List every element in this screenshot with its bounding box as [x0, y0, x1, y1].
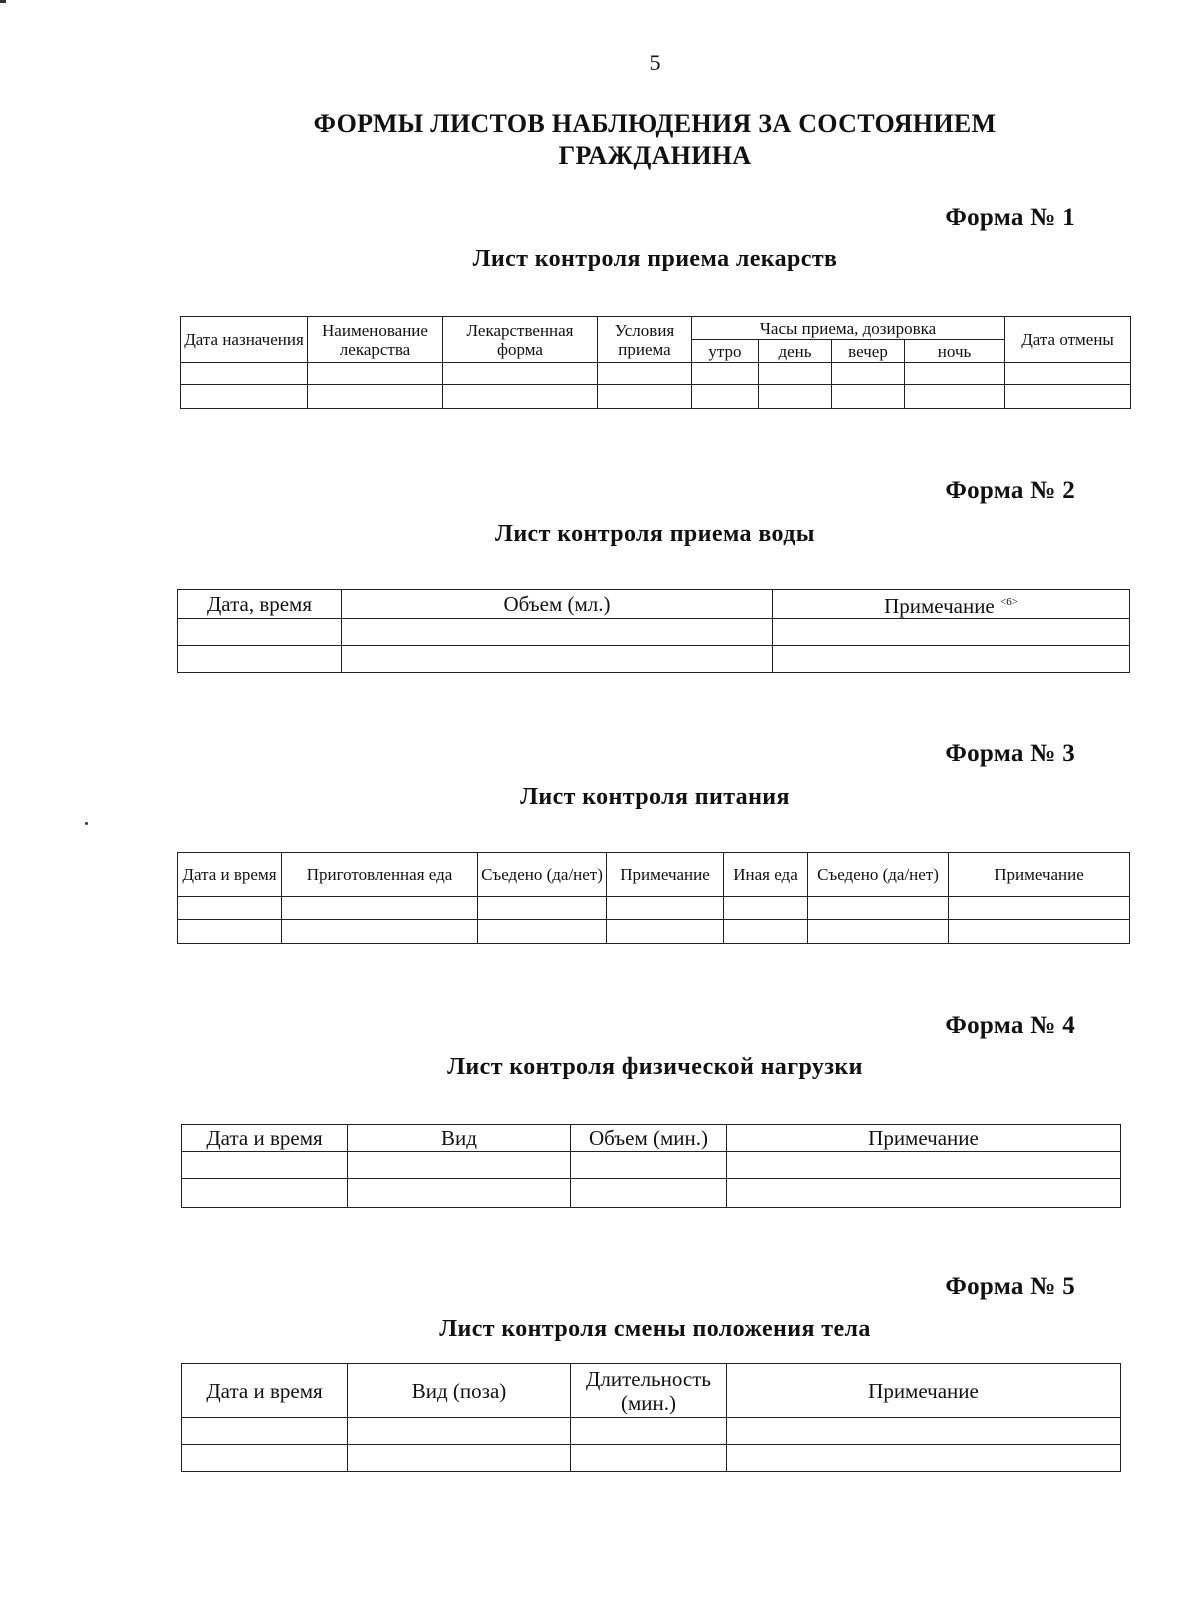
header-day: день [759, 340, 832, 363]
table-cell [905, 363, 1005, 385]
header-kind: Вид [348, 1125, 571, 1152]
header-note: Примечание [727, 1364, 1121, 1418]
header-other-food: Иная еда [724, 853, 808, 897]
header-note-other: Примечание [949, 853, 1130, 897]
table-cell [773, 619, 1130, 646]
header-kind: Вид (поза) [348, 1364, 571, 1418]
form-4-label: Форма № 4 [945, 1012, 1075, 1039]
table-cell [571, 1418, 727, 1445]
table-cell [182, 1445, 348, 1472]
table-cell [759, 363, 832, 385]
table-cell [308, 363, 443, 385]
table-row [178, 619, 1130, 646]
table-cell [727, 1179, 1121, 1208]
table-cell [727, 1445, 1121, 1472]
table-cell [348, 1445, 571, 1472]
table-cell [727, 1152, 1121, 1179]
table-cell [571, 1445, 727, 1472]
table-cell [607, 920, 724, 944]
form-4-title: Лист контроля физической нагрузки [447, 1054, 863, 1080]
page-number: 5 [649, 50, 661, 75]
table-cell [182, 1418, 348, 1445]
header-note: Примечание [607, 853, 724, 897]
form-3-label: Форма № 3 [945, 740, 1075, 767]
form-5-table [181, 1363, 1121, 1472]
table-cell [348, 1418, 571, 1445]
header-datetime: Дата и время [178, 853, 282, 897]
form-3-title: Лист контроля питания [520, 784, 790, 810]
document-title-line2: ГРАЖДАНИНА [558, 141, 752, 170]
table-cell [808, 920, 949, 944]
table-cell [1005, 363, 1131, 385]
table-cell [308, 385, 443, 409]
table-cell [724, 897, 808, 920]
table-cell [598, 385, 692, 409]
table-cell [478, 897, 607, 920]
table-header-row [182, 1364, 1121, 1418]
header-datetime: Дата и время [182, 1364, 348, 1418]
table-cell [571, 1179, 727, 1208]
table-cell [905, 385, 1005, 409]
table-cell [832, 385, 905, 409]
scan-corner-mark [0, 0, 6, 3]
table-header-row [178, 853, 1130, 897]
footnote-ref: <6> [1000, 596, 1018, 608]
table-cell [182, 1179, 348, 1208]
table-row [178, 897, 1130, 920]
header-drug-form: Лекарственная форма [443, 317, 598, 363]
table-cell [598, 363, 692, 385]
form-5-title: Лист контроля смены положения тела [439, 1316, 871, 1342]
table-row [182, 1179, 1121, 1208]
table-cell [724, 920, 808, 944]
header-duration: Длительность (мин.) [571, 1364, 727, 1418]
table-cell [282, 897, 478, 920]
table-cell [178, 897, 282, 920]
table-cell [773, 646, 1130, 673]
header-evening: вечер [832, 340, 905, 363]
table-cell [808, 897, 949, 920]
header-cooked-food: Приготовленная еда [282, 853, 478, 897]
table-cell [443, 363, 598, 385]
table-header-row [178, 590, 1130, 619]
table-row [182, 1445, 1121, 1472]
header-volume: Объем (мин.) [571, 1125, 727, 1152]
table-cell [571, 1152, 727, 1179]
table-row [182, 1152, 1121, 1179]
table-cell [348, 1152, 571, 1179]
table-cell [178, 646, 342, 673]
table-row [182, 1418, 1121, 1445]
table-cell [182, 1152, 348, 1179]
table-cell [443, 385, 598, 409]
table-header-row [182, 1125, 1121, 1152]
header-date-assigned: Дата назначения [181, 317, 308, 363]
table-row [178, 646, 1130, 673]
table-cell [692, 363, 759, 385]
document-title-line1: ФОРМЫ ЛИСТОВ НАБЛЮДЕНИЯ ЗА СОСТОЯНИЕМ [313, 109, 997, 138]
header-eaten-other: Съедено (да/нет) [808, 853, 949, 897]
header-conditions: Условия приема [598, 317, 692, 363]
table-cell [178, 619, 342, 646]
table-row [178, 920, 1130, 944]
table-cell [607, 897, 724, 920]
table-cell [727, 1418, 1121, 1445]
header-datetime: Дата, время [178, 590, 342, 619]
form-2-title: Лист контроля приема воды [495, 521, 815, 547]
table-cell [478, 920, 607, 944]
table-row [181, 363, 1131, 385]
table-cell [282, 920, 478, 944]
header-note: Примечание [727, 1125, 1121, 1152]
header-datetime: Дата и время [182, 1125, 348, 1152]
form-2-table [177, 589, 1130, 673]
table-cell [178, 920, 282, 944]
header-note [773, 590, 1130, 619]
header-hours-dosage: Часы приема, дозировка [692, 317, 1005, 340]
form-1-label: Форма № 1 [945, 204, 1075, 231]
table-cell [949, 897, 1130, 920]
table-cell [949, 920, 1130, 944]
header-eaten: Съедено (да/нет) [478, 853, 607, 897]
header-cancel-date: Дата отмены [1005, 317, 1131, 363]
table-cell [832, 363, 905, 385]
scan-speck [85, 822, 88, 825]
form-1-title: Лист контроля приема лекарств [472, 246, 838, 272]
form-1-table [180, 316, 1131, 409]
header-drug-name: Наименование лекарства [308, 317, 443, 363]
table-cell [1005, 385, 1131, 409]
table-cell [181, 363, 308, 385]
table-cell [342, 646, 773, 673]
header-night: ночь [905, 340, 1005, 363]
form-5-label: Форма № 5 [945, 1273, 1075, 1300]
table-header-row [181, 317, 1131, 340]
header-volume: Объем (мл.) [342, 590, 773, 619]
header-note-label: Примечание [884, 594, 995, 618]
table-cell [181, 385, 308, 409]
form-3-table [177, 852, 1130, 944]
table-cell [692, 385, 759, 409]
table-row [181, 385, 1131, 409]
form-2-label: Форма № 2 [945, 477, 1075, 504]
table-cell [348, 1179, 571, 1208]
table-cell [759, 385, 832, 409]
form-4-table [181, 1124, 1121, 1208]
header-morning: утро [692, 340, 759, 363]
table-cell [342, 619, 773, 646]
document-title [0, 108, 1200, 172]
